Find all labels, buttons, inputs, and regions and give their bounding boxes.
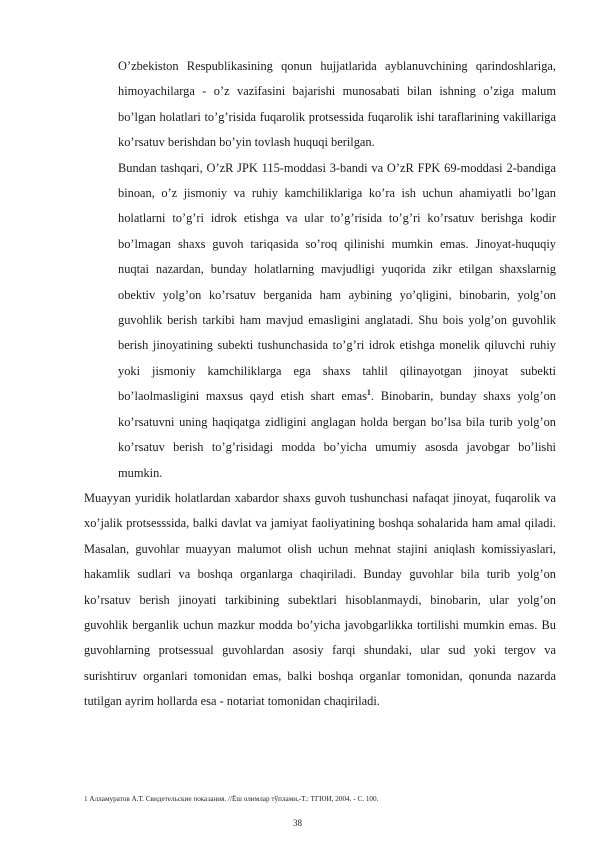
paragraph-1 bbox=[118, 54, 556, 156]
paragraph-3-text: Muayyan yuridik holatlardan xabardor shaxs guvoh tushunchasi nafaqat jinoyat, fuqarolik va xo’jalik protsesssida, balki davlat va jamiyat faoliyatining boshqa sohalarida ham amal qiladi. Masalan, guvohlar muayyan malumot olish uchun mehnat stajini aniqlash komissiyaslari, hakamlik sudlari va boshqa organlarga chaqiriladi. Bunday guvohlar bila turib yolg’on ko’rsatuv berish jinoyati tarkibining subektlari hisoblanmaydi, binobarin, ular yolg’on guvohlik berganlik uchun mazkur modda bo’yicha javobgarlikka tortilishi mumkin emas. Bu guvohlarning protsessual guvohlardan asosiy farqi shundaki, ular sud yoki tergov va surishtiruv organlari tomonidan emas, balki boshqa organlar tomonidan, qonunda nazarda tutilgan ayrim hollarda esa - notariat tomonidan chaqiriladi. bbox=[84, 490, 556, 709]
paragraph-1-text: O’zbekiston Respublikasining qonun hujjatlarida ayblanuvchining qarindoshlariga, himoyachilarga - o’z vazifasini bajarishi munosabati bilan ishning o’ziga malum bo’lgan holatlari to’g’risida fuqarolik protsessida fuqarolik ishi taraflarining vakillariga ko’rsatuv berishdan bo’yin tovlash huquqi berilgan. bbox=[118, 59, 556, 150]
body-text bbox=[84, 54, 556, 715]
paragraph-2-text-before: Bundan tashqari, O’zR JPK 115-moddasi 3-bandi va O’zR FPK 69-moddasi 2-bandiga binoan, o’z jismoniy va ruhiy kamchiliklariga ko’ra ish uchun ahamiyatli bo’lgan holatlarni to’g’ri idrok etishga va ular to’g’risida to’g’ri ko’rsatuv berishga kodir bo’lmagan shaxs guvoh tariqasida so’roq qilinishi mumkin emas. Jinoyat-huquqiy nuqtai nazardan, bunday holatlarning mavjudligi yuqorida zikr etilgan shaxslarnig obektiv yolg’on ko’rsatuv berganida ham aybining yo’qligini, binobarin, yolg’on guvohlik berish tarkibi ham mavjud emasligini anglatadi. Shu bois yolg’on guvohlik berish jinoyatining subekti tushunchasida to’g’ri idrok etishga monelik qiluvchi ruhiy yoki jismoniy kamchiliklarga ega shaxs tahlil qilinayotgan jinoyat subekti bo’laolmasligini maxsus qayd etish shart emas bbox=[118, 160, 556, 404]
paragraph-2 bbox=[118, 156, 556, 486]
paragraph-3 bbox=[84, 486, 556, 715]
paragraph-2-text-after: . Binobarin, bunday shaxs yolg’on ko’rsatuvni uning haqiqatga zidligini anglagan holda bergan bo’lsa bila turib yolg’on ko’rsatuv berish to’g’risidagi modda bo’yicha umumiy asosda javobgar bo’lishi mumkin. bbox=[118, 389, 556, 480]
footnote-reference[interactable]: 1 bbox=[366, 388, 371, 398]
footnote: 1 Алламуратов А.Т. Свидетельские показания. //Ёш олимлар тўплами,-Т.: ТГЮИ, 2004. - С. 100. bbox=[84, 795, 379, 803]
page-number: 38 bbox=[293, 818, 302, 828]
